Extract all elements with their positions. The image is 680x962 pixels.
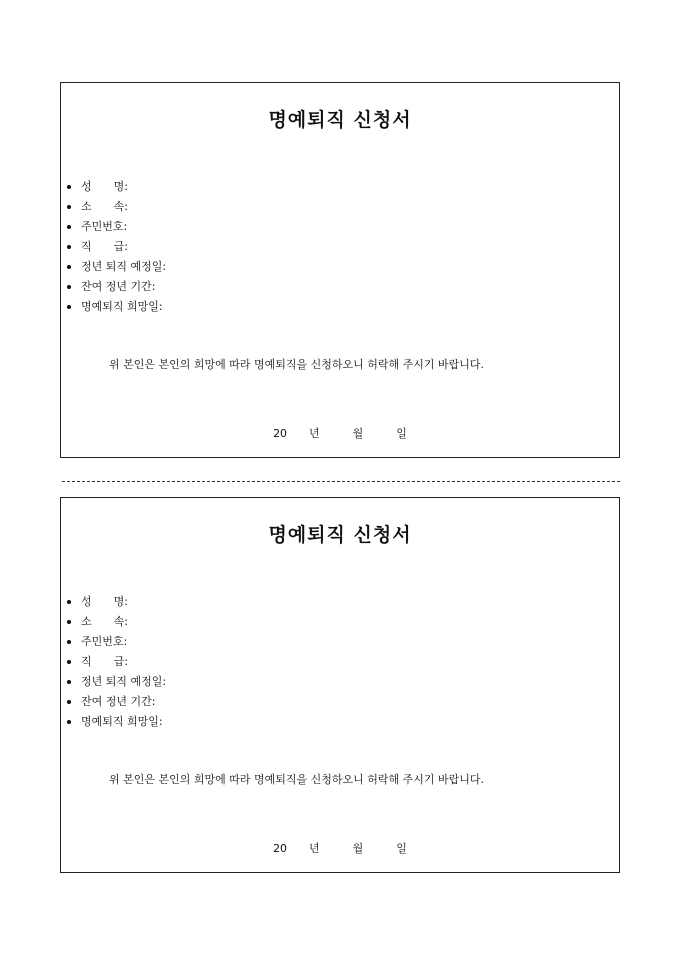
- field-remaining-period: [67, 277, 166, 297]
- bullet-icon: [67, 720, 71, 724]
- field-label: 명예퇴직 희망일:: [81, 300, 163, 313]
- bullet-icon: [67, 600, 71, 604]
- bullet-icon: [67, 265, 71, 269]
- field-retirement-date: [67, 257, 166, 277]
- date-line: 20 년 월 일: [273, 842, 407, 855]
- field-desired-date: [67, 297, 166, 317]
- bullet-icon: [67, 680, 71, 684]
- field-label: 주민번호:: [81, 220, 128, 233]
- field-label: 성 명:: [81, 180, 128, 193]
- field-remaining-period: [67, 692, 166, 712]
- field-label: 잔여 정년 기간:: [81, 695, 156, 708]
- field-department: [67, 612, 166, 632]
- date-line: 20 년 월 일: [273, 427, 407, 440]
- bullet-icon: [67, 640, 71, 644]
- field-label: 정년 퇴직 예정일:: [81, 675, 167, 688]
- bullet-icon: [67, 225, 71, 229]
- field-label: 직 급:: [81, 240, 128, 253]
- field-list: [67, 592, 166, 732]
- form-title: 명예퇴직 신청서: [268, 109, 412, 131]
- form-title: 명예퇴직 신청서: [268, 524, 412, 546]
- bullet-icon: [67, 285, 71, 289]
- field-rank: [67, 237, 166, 257]
- field-rank: [67, 652, 166, 672]
- field-desired-date: [67, 712, 166, 732]
- request-statement: 위 본인은 본인의 희망에 따라 명예퇴직을 신청하오니 허락해 주시기 바랍니다.: [109, 773, 484, 786]
- bullet-icon: [67, 620, 71, 624]
- field-resident-number: [67, 632, 166, 652]
- bullet-icon: [67, 660, 71, 664]
- field-label: 소 속:: [81, 200, 128, 213]
- field-name: [67, 592, 166, 612]
- field-label: 명예퇴직 희망일:: [81, 715, 163, 728]
- field-label: 소 속:: [81, 615, 128, 628]
- field-label: 직 급:: [81, 655, 128, 668]
- request-statement: 위 본인은 본인의 희망에 따라 명예퇴직을 신청하오니 허락해 주시기 바랍니다.: [109, 358, 484, 371]
- field-retirement-date: [67, 672, 166, 692]
- field-label: 성 명:: [81, 595, 128, 608]
- bullet-icon: [67, 205, 71, 209]
- bullet-icon: [67, 305, 71, 309]
- bullet-icon: [67, 185, 71, 189]
- application-form-1: [60, 82, 620, 458]
- field-resident-number: [67, 217, 166, 237]
- field-list: [67, 177, 166, 317]
- cut-line-divider: [62, 481, 620, 482]
- field-label: 정년 퇴직 예정일:: [81, 260, 167, 273]
- bullet-icon: [67, 700, 71, 704]
- field-name: [67, 177, 166, 197]
- field-label: 주민번호:: [81, 635, 128, 648]
- application-form-2: [60, 497, 620, 873]
- field-department: [67, 197, 166, 217]
- field-label: 잔여 정년 기간:: [81, 280, 156, 293]
- bullet-icon: [67, 245, 71, 249]
